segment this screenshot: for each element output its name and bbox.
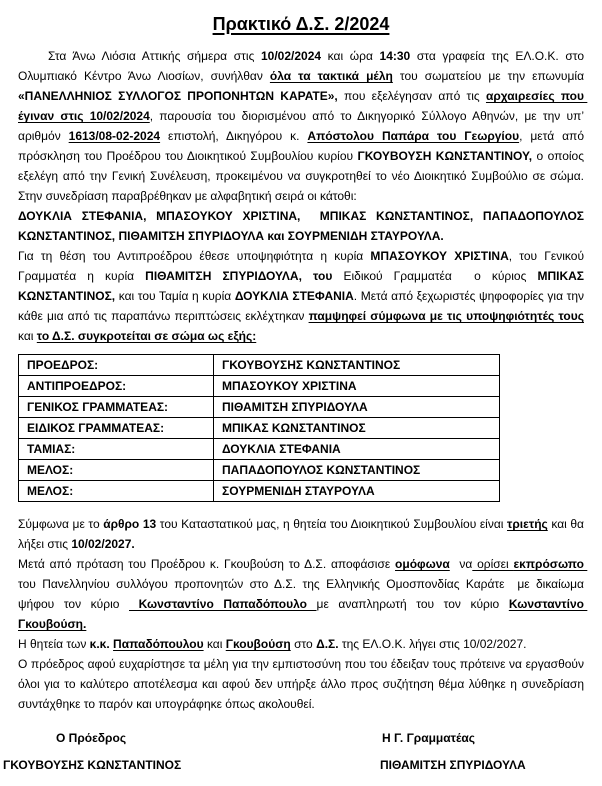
text-run: στο: [290, 637, 317, 651]
text-run: ομόφωνα: [395, 557, 450, 571]
board-name-cell: ΜΠΙΚΑΣ ΚΩΝΣΤΑΝΤΙΝΟΣ: [214, 418, 500, 439]
board-name-cell: ΠΑΠΑΔΟΠΟΥΛΟΣ ΚΩΝΣΤΑΝΤΙΝΟΣ: [214, 460, 500, 481]
text-run: επιστολή, Δικηγόρου κ.: [160, 129, 308, 143]
signature-right-name: ΠΙΘΑΜΙΤΣΗ ΣΠΥΡΙΔΟΥΛΑ: [380, 758, 526, 772]
board-table-body: [19, 355, 500, 502]
text-run: και του Ταμία η κυρία: [115, 289, 235, 303]
document-title-text: Πρακτικό Δ.Σ. 2/2024: [212, 14, 390, 34]
text-run: Ειδικού Γραμματέα ο κύριος: [332, 269, 538, 283]
text-run: 1613/08-02-2024: [68, 129, 161, 143]
text-run: Γκουβούση: [225, 637, 291, 651]
text-run: , μετά από πρόσκληση του Προέδρου του Διοικητικού Συμβουλίου κυρίου: [18, 129, 588, 163]
board-name-cell: ΜΠΑΣΟΥΚΟΥ ΧΡΙΣΤΙΝΑ: [214, 376, 500, 397]
text-run: Μετά από πρόταση του Προέδρου κ. Γκουβούση το Δ.Σ. αποφάσισε: [18, 557, 396, 571]
board-name-cell: ΠΙΘΑΜΙΤΣΗ ΣΠΥΡΙΔΟΥΛΑ: [214, 397, 500, 418]
board-name-cell: ΓΚΟΥΒΟΥΣΗΣ ΚΩΝΣΤΑΝΤΙΝΟΣ: [214, 355, 500, 376]
text-run: τριετής: [507, 517, 548, 531]
board-role-cell: ΠΡΟΕΔΡΟΣ:: [19, 355, 214, 376]
text-run: Κωνσταντίνο Γκουβούση.: [18, 597, 588, 631]
board-role-cell: ΜΕΛΟΣ:: [19, 460, 214, 481]
text-run: 14:30: [379, 49, 411, 63]
table-row: [19, 418, 500, 439]
text-run: κ.κ.: [89, 637, 114, 651]
table-row: [19, 397, 500, 418]
text-run: ορίσει: [472, 557, 514, 571]
board-role-cell: ΕΙΔΙΚΟΣ ΓΡΑΜΜΑΤΕΑΣ:: [19, 418, 214, 439]
paragraph-attendees: [18, 206, 588, 246]
text-run: παμψηφεί σύμφωνα με τις υποψηφιότητές τους: [308, 309, 584, 323]
text-run: ΜΠΙΚΑΣ ΚΩΝΣΤΑΝΤΙΝΟΣ,: [18, 269, 588, 303]
paragraph-representative: [18, 554, 588, 634]
text-run: ΠΙΘΑΜΙΤΣΗ ΣΠΥΡΙΔΟΥΛΑ, του: [145, 269, 333, 283]
signature-block: [3, 728, 584, 786]
text-run: να: [449, 557, 473, 571]
table-row: [19, 460, 500, 481]
text-run: ΜΠΑΣΟΥΚΟΥ ΧΡΙΣΤΙΝΑ: [370, 249, 509, 263]
text-run: Η θητεία των: [18, 637, 90, 651]
text-run: 10/02/2027.: [71, 537, 135, 551]
paragraph-candidacies: [18, 246, 588, 346]
text-run: με αναπληρωτή του τον κύριο: [316, 597, 509, 611]
text-run: και: [203, 637, 226, 651]
board-name-cell: ΣΟΥΡΜΕΝΙΔΗ ΣΤΑΥΡΟΥΛΑ: [214, 481, 500, 502]
text-run: στα γραφεία της ΕΛ.Ο.Κ. στο Ολυμπιακό Κέντρο Άνω Λιοσίων, συνήλθαν: [18, 49, 588, 83]
signature-left-title: Ο Πρόεδρος: [56, 731, 127, 745]
text-run: εκπρόσωπο: [513, 557, 588, 571]
text-run: Παπαδόπουλου: [113, 637, 204, 651]
text-run: Στα Άνω Λιόσια Αττικής σήμερα στις: [48, 49, 261, 63]
text-run: ΔΟΥΚΛΙΑ ΣΤΕΦΑΝΙΑ: [234, 289, 354, 303]
text-run: Απόστολου Παπάρα του Γεωργίου: [307, 129, 520, 143]
text-run: Ο πρόεδρος αφού ευχαρίστησε τα μέλη για την εμπιστοσύνη που του έδειξαν τους πρότεινε να εργασθούν όλοι για το καλύτερο αποτέλεσμα και αφού δεν υπήρξε άλλο προς συζήτηση θέμα λύθηκε η συνεδρίαση συντάχθηκε το παρόν και υπογράφηκε όπως ακολουθεί.: [18, 657, 588, 711]
text-run: Δ.Σ.: [316, 637, 339, 651]
text-run: ΔΟΥΚΛΙΑ ΣΤΕΦΑΝΙΑ, ΜΠΑΣΟΥΚΟΥ ΧΡΙΣΤΙΝΑ, ΜΠΙΚΑΣ ΚΩΝΣΤΑΝΤΙΝΟΣ, ΠΑΠΑΔΟΠΟΥΛΟΣ ΚΩΝΣΤΑΝΤΙΝΟΣ, ΠΙΘΑΜΙΤΣΗ ΣΠΥΡΙΔΟΥΛΑ και ΣΟΥΡΜΕΝΙΔΗ ΣΤΑΥΡΟΥΛΑ.: [18, 209, 588, 243]
text-run: «ΠΑΝΕΛΛΗΝΙΟΣ ΣΥΛΛΟΓΟΣ ΠΡΟΠΟΝΗΤΩΝ ΚΑΡΑΤΕ»,: [18, 89, 338, 103]
paragraph-term-expiry: [18, 634, 584, 654]
text-run: ο οποίος εξελέγη από την Γενική Συνέλευση, προκειμένου να συγκροτηθεί το νέο Διοικητικό Συμβούλιο σε σώμα. Στην συνεδρίαση παραβρέθηκαν με αλφαβητική σειρά οι κάτοθι:: [18, 149, 588, 203]
text-run: και: [18, 309, 588, 343]
text-run: που εξελέγησαν από τις: [337, 89, 486, 103]
text-run: Σύμφωνα με το: [18, 517, 104, 531]
board-role-cell: ΓΕΝΙΚΟΣ ΓΡΑΜΜΑΤΕΑΣ:: [19, 397, 214, 418]
text-run: του Καταστατικού μας, η θητεία του Διοικητικού Συμβουλίου είναι: [156, 517, 508, 531]
board-role-cell: ΑΝΤΙΠΡΟΕΔΡΟΣ:: [19, 376, 214, 397]
board-role-cell: ΜΕΛΟΣ:: [19, 481, 214, 502]
text-run: , του Γενικού Γραμματέα η κυρία: [18, 249, 588, 283]
text-run: του σωματείου με την επωνυμία: [392, 69, 588, 83]
table-row: [19, 376, 500, 397]
text-run: του Πανελληνίου συλλόγου προπονητών στο Δ.Σ. της Ελληνικής Ομοσπονδίας Καράτε με δικαίωμα ψήφου τον κύριο: [18, 577, 588, 611]
text-run: και θα λήξει στις: [18, 517, 588, 551]
text-run: το Δ.Σ. συγκροτείται σε σώμα ως εξής:: [36, 329, 257, 343]
paragraph-intro: [18, 46, 588, 206]
table-row: [19, 481, 500, 502]
text-run: αρχαιρεσίες που έγιναν στις 10/02/2024: [18, 89, 588, 123]
board-name-cell: ΔΟΥΚΛΙΑ ΣΤΕΦΑΝΙΑ: [214, 439, 500, 460]
paragraph-term: [18, 514, 588, 554]
text-run: της ΕΛ.Ο.Κ. λήγει στις 10/02/2027.: [338, 637, 527, 651]
board-composition-table: [18, 354, 500, 502]
text-run: άρθρο 13: [103, 517, 157, 531]
paragraph-closing: [18, 654, 588, 714]
table-row: [19, 439, 500, 460]
table-row: [19, 355, 500, 376]
text-run: . Μετά από ξεχωριστές ψηφοφορίες για την κάθε μια από τις παραπάνω περιπτώσεις εκλέχτηκαν: [18, 289, 588, 323]
signature-left-name: ΓΚΟΥΒΟΥΣΗΣ ΚΩΝΣΤΑΝΤΙΝΟΣ: [3, 758, 182, 772]
board-role-cell: ΤΑΜΙΑΣ:: [19, 439, 214, 460]
text-run: όλα τα τακτικά μέλη: [269, 69, 393, 83]
signature-right-title: Η Γ. Γραμματέας: [382, 731, 476, 745]
text-run: και ώρα: [321, 49, 380, 63]
document-title: [18, 12, 584, 36]
text-run: Κωνσταντίνο Παπαδόπουλο: [129, 597, 317, 611]
text-run: 10/02/2024: [260, 49, 322, 63]
text-run: , παρουσία του διορισμένου από το Δικηγορικό Σύλλογο Αθηνών, με την υπ’ αριθμόν: [18, 109, 588, 143]
text-run: Για τη θέση του Αντιπροέδρου έθεσε υποψηφιότητα η κυρία: [18, 249, 371, 263]
text-run: ΓΚΟΥΒΟΥΣΗ ΚΩΝΣΤΑΝΤΙΝΟΥ,: [357, 149, 533, 163]
